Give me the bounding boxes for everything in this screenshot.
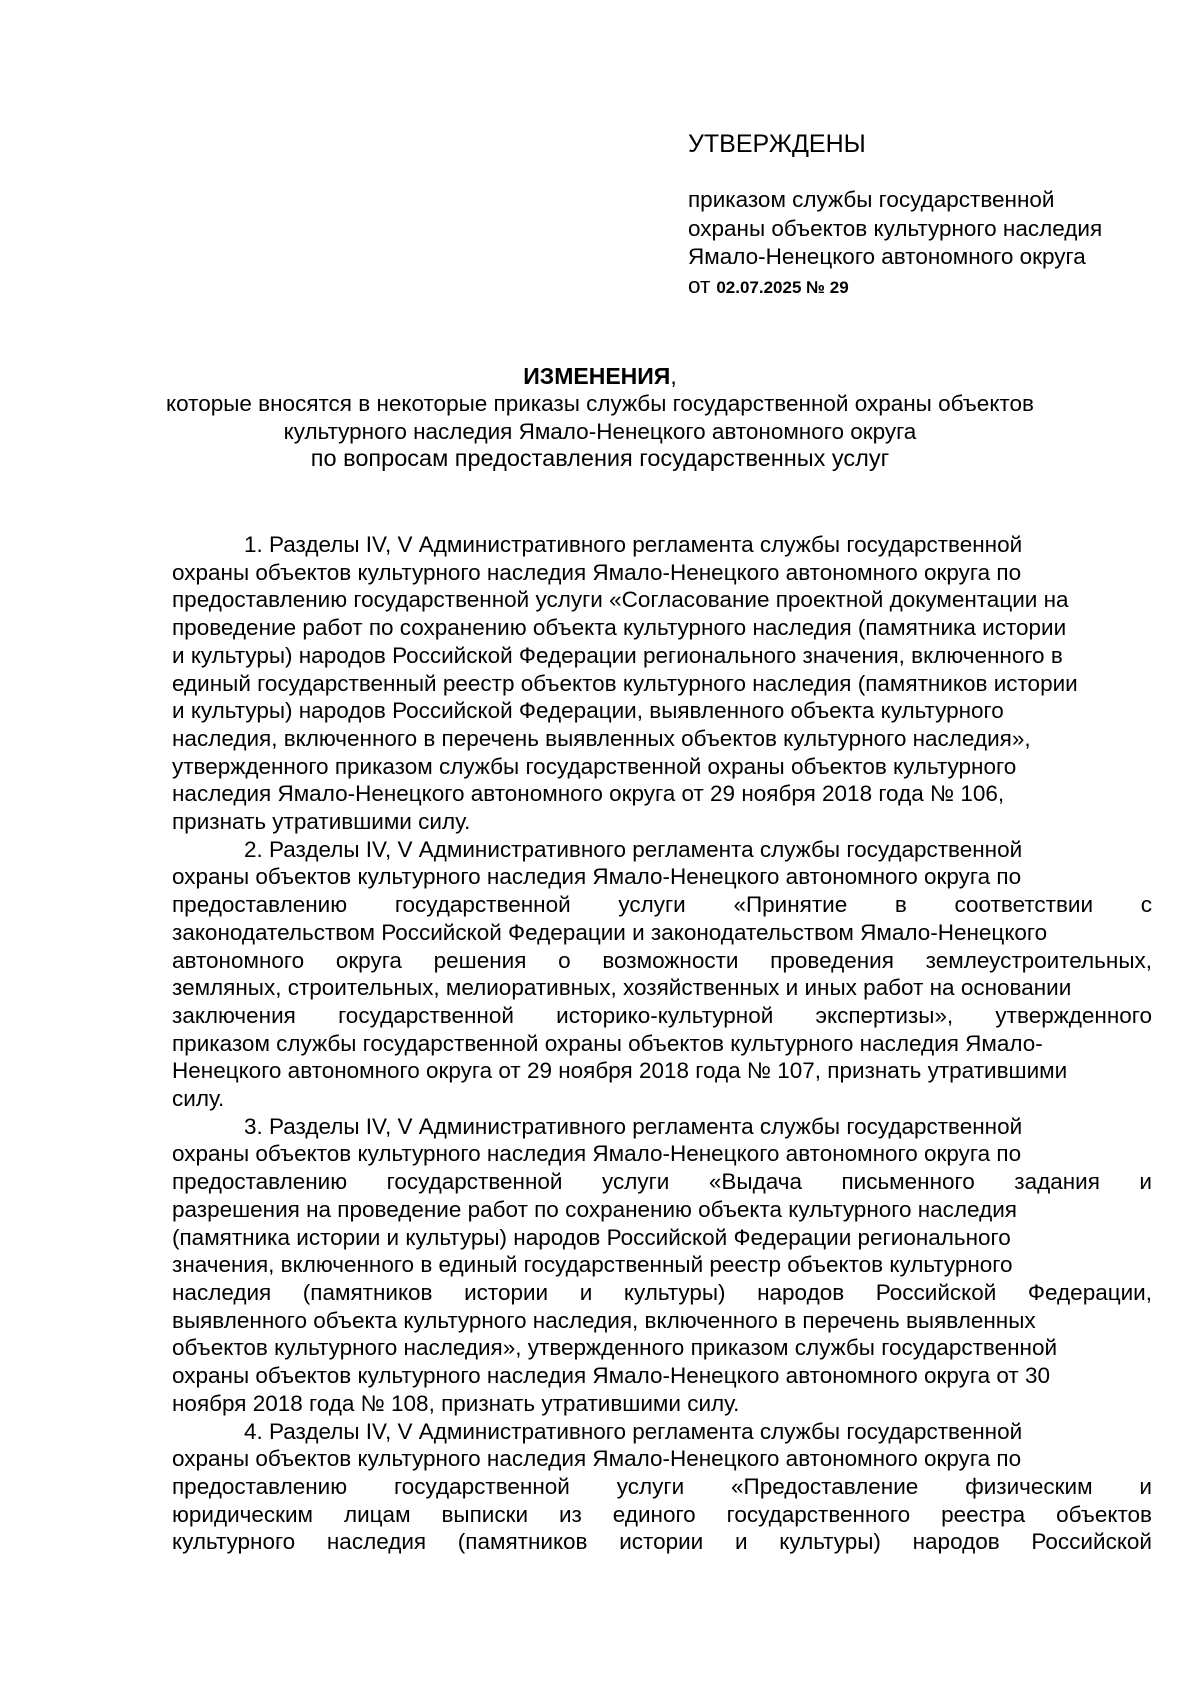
paragraph-line: культурного наследия (памятников истории и культуры) народов Российской [172,1529,1152,1555]
paragraph-line: наследия, включенного в перечень выявленных объектов культурного наследия», [172,725,1031,751]
paragraph-line: приказом службы государственной охраны объектов культурного наследия Ямало- [172,1030,1043,1056]
paragraph-line: земляных, строительных, мелиоративных, хозяйственных и иных работ на основании [172,975,1072,1001]
paragraph-line: единый государственный реестр объектов культурного наследия (памятников истории [172,670,1078,696]
paragraph-line: наследия (памятников истории и культуры) народов Российской Федерации, [172,1279,1152,1305]
paragraph-line: и культуры) народов Российской Федерации регионального значения, включенного в [172,642,1063,668]
paragraph-line: (памятника истории и культуры) народов Российской Федерации регионального [172,1224,1011,1250]
paragraph-line: проведение работ по сохранению объекта культурного наследия (памятника истории [172,615,1067,641]
approval-title: УТВЕРЖДЕНЫ [688,130,866,158]
paragraph-line: ноября 2018 года № 108, признать утратившими силу. [172,1390,740,1416]
paragraph-line: силу. [172,1086,225,1112]
paragraph-line: 3. Разделы IV, V Административного регламента службы государственной [244,1113,1023,1139]
paragraph-line: признать утратившими силу. [172,809,471,835]
approval-date: 02.07.2025 № 29 [716,277,849,297]
paragraph-line: выявленного объекта культурного наследия, включенного в перечень выявленных [172,1307,1036,1333]
paragraph-line: значения, включенного в единый государственный реестр объектов культурного [172,1252,1013,1278]
document-body [172,531,1152,1556]
paragraph-line: охраны объектов культурного наследия Ямало-Ненецкого автономного округа от 30 [172,1363,1050,1389]
paragraph-line: и культуры) народов Российской Федерации, выявленного объекта культурного [172,698,1004,724]
heading-subtitle-line: по вопросам предоставления государственных услуг [310,445,890,471]
paragraph-line: объектов культурного наследия», утвержденного приказом службы государственной [172,1335,1058,1361]
paragraph-line: охраны объектов культурного наследия Ямало-Ненецкого автономного округа по [172,864,1022,890]
paragraph-line: 4. Разделы IV, V Административного регламента службы государственной [244,1418,1023,1444]
document-heading [160,362,1040,473]
paragraph-line: предоставлению государственной услуги «Предоставление физическим и [172,1473,1152,1499]
paragraph-line: законодательством Российской Федерации и законодательством Ямало-Ненецкого [172,919,1048,945]
paragraph-line: утвержденного приказом службы государственной охраны объектов культурного [172,753,1017,779]
approval-block [688,128,1168,302]
paragraph-4 [172,1418,1152,1557]
heading-title: ИЗМЕНЕНИЯ [523,363,671,389]
paragraph-line: предоставлению государственной услуги «Принятие в соответствии с [172,892,1152,918]
paragraph-line: 1. Разделы IV, V Административного регламента службы государственной [244,532,1023,557]
approval-line: охраны объектов культурного наследия [688,215,1103,241]
heading-subtitle-line: культурного наследия Ямало-Ненецкого автономного округа [283,418,917,444]
paragraph-line: разрешения на проведение работ по сохранению объекта культурного наследия [172,1196,1017,1222]
approval-date-prefix: от [688,272,711,298]
approval-line: Ямало-Ненецкого автономного округа [688,244,1086,269]
paragraph-line: предоставлению государственной услуги «Выдача письменного задания и [172,1169,1152,1195]
paragraph-line: охраны объектов культурного наследия Ямало-Ненецкого автономного округа по [172,1141,1022,1167]
paragraph-line: наследия Ямало-Ненецкого автономного округа от 29 ноября 2018 года № 106, [172,781,1005,807]
paragraph-line: 2. Разделы IV, V Административного регламента службы государственной [244,836,1023,862]
paragraph-line: охраны объектов культурного наследия Ямало-Ненецкого автономного округа по [172,1446,1022,1472]
heading-title-line [160,362,1040,390]
paragraph-2 [172,836,1152,1113]
paragraph-line: заключения государственной историко-культурной экспертизы», утвержденного [172,1002,1152,1028]
paragraph-1 [172,531,1152,836]
paragraph-line: автономного округа решения о возможности проведения землеустроительных, [172,947,1152,973]
approval-date-line [688,272,1168,303]
paragraph-line: охраны объектов культурного наследия Ямало-Ненецкого автономного округа по [172,559,1022,585]
paragraph-line: Ненецкого автономного округа от 29 ноября 2018 года № 107, признать утратившими [172,1058,1068,1084]
paragraph-line: юридическим лицам выписки из единого государственного реестра объектов [172,1501,1152,1527]
paragraph-3 [172,1113,1152,1418]
heading-title-suffix: , [670,363,677,389]
paragraph-line: предоставлению государственной услуги «Согласование проектной документации на [172,587,1069,613]
heading-subtitle-line: которые вносятся в некоторые приказы службы государственной охраны объектов [166,391,1034,416]
approval-line: приказом службы государственной [688,187,1055,212]
